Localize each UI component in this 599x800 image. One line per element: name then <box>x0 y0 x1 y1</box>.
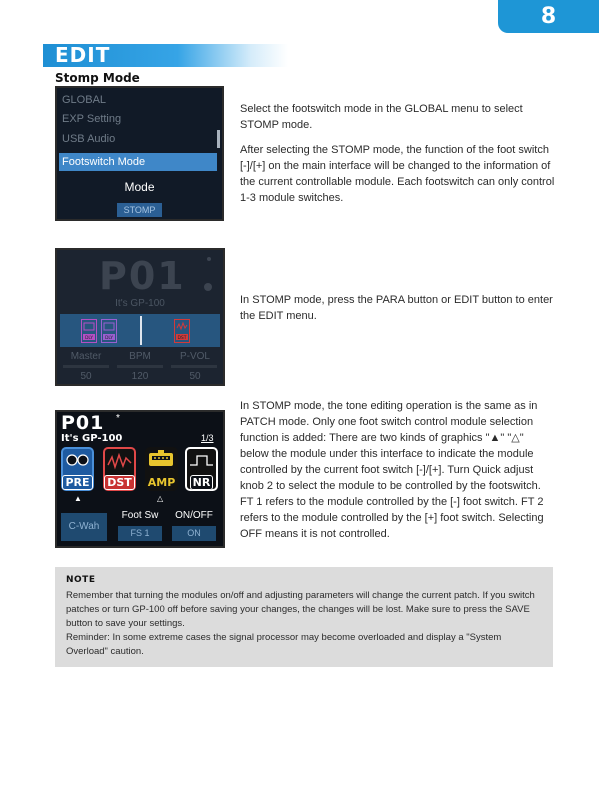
param-pvol-label: P-VOL <box>179 351 210 362</box>
patch-number-large: P01 <box>99 254 186 298</box>
module-dst-label: DST <box>103 476 136 489</box>
global-menu-screen <box>55 86 224 221</box>
onoff-value: ON <box>172 526 216 541</box>
param-bpm-value: 120 <box>131 371 149 382</box>
page-number-tab <box>498 0 599 33</box>
param-master-label: Master <box>70 351 102 362</box>
foot-sw-label: Foot Sw <box>121 510 159 521</box>
section-title: EDIT <box>55 43 111 67</box>
status-dot <box>204 283 212 291</box>
patch-number: P01 <box>61 412 105 434</box>
nr-gate-icon <box>187 449 216 475</box>
patch-name: It's GP-100 <box>61 433 123 444</box>
patch-name: It's GP-100 <box>115 298 165 309</box>
param-bpm-bar <box>117 365 163 368</box>
menu-item-footswitch-mode: Footswitch Mode <box>59 153 217 171</box>
pedal-label: DST <box>177 336 187 341</box>
dly-pedal-2-icon <box>101 319 117 343</box>
param-pvol-bar <box>171 365 217 368</box>
param-pvol-value: 50 <box>189 371 201 382</box>
module-pre-label: PRE <box>61 476 94 489</box>
para2: In STOMP mode, press the PARA button or EDIT button to enter the EDIT menu. <box>240 294 553 322</box>
mode-value: STOMP <box>117 203 162 217</box>
note-text: Remember that turning the modules on/off and adjusting parameters will change the current patch. If you switch patches or turn GP-100 off before saving your changes, the changes will be lost. Make sure to press the SAVE button to save your settings. <box>66 590 535 629</box>
mode-label: Mode <box>124 180 155 194</box>
edit-star-dot <box>207 257 211 261</box>
param-bpm-label: BPM <box>129 351 151 362</box>
menu-item-global: GLOBAL <box>62 94 107 106</box>
effect-chain <box>60 314 220 347</box>
modified-star: * <box>116 413 120 424</box>
chain-cursor <box>140 316 142 345</box>
pedal-label: DLY <box>104 336 114 341</box>
dst-pedal-icon <box>174 319 190 343</box>
amp-icon <box>145 447 178 473</box>
menu-item-usb-audio: USB Audio <box>62 133 116 145</box>
ft1-filled-marker: ▲ <box>74 494 82 503</box>
menu-scrollbar <box>217 130 220 148</box>
module-nr-label: NR <box>185 476 218 489</box>
note-reminder: Reminder: In some extreme cases the signal processor may become overloaded and display a "System Overload" caution. <box>66 632 502 657</box>
dly-pedal-icon <box>81 319 97 343</box>
param-c-wah: C-Wah <box>61 513 107 541</box>
edit-module-screen <box>55 410 225 548</box>
param-master-bar <box>63 365 109 368</box>
page-indicator: 1/3 <box>201 433 214 443</box>
note-title: NOTE <box>66 575 96 585</box>
pedal-label: DLY <box>84 336 94 341</box>
para1-line2: After selecting the STOMP mode, the function of the foot switch [-]/[+] on the main interface will be changed to the information of the current controllable module. Each footswitch can only control 1-3 module switches. <box>240 144 555 204</box>
stomp-main-screen <box>55 248 225 386</box>
menu-item-exp-setting: EXP Setting <box>62 113 122 125</box>
dst-wave-icon <box>105 449 134 475</box>
para3: In STOMP mode, the tone editing operation is the same as in PATCH mode. Only one foot switch control module selection function is added: There are two kinds of graphics "▲" "△" below the module under this interface to indicate the module controlled by the current foot switch [-]/[+]. Turn Quick adjust knob 2 to select the module to be controlled by the footswitch. FT 1 refers to the module controlled by the [-] foot switch. FT 2 refers to the module controlled by the [+] foot switch. Selecting OFF means it is not controlled. <box>240 400 544 540</box>
module-amp-label: AMP <box>147 476 176 489</box>
param-master-value: 50 <box>80 371 92 382</box>
subtitle: Stomp Mode <box>55 71 140 85</box>
section-banner <box>43 44 288 67</box>
page-number: 8 <box>540 4 557 29</box>
pre-pedal-icon <box>63 449 92 475</box>
onoff-label: ON/OFF <box>175 510 213 521</box>
foot-sw-value: FS 1 <box>118 526 162 541</box>
para1-line1: Select the footswitch mode in the GLOBAL menu to select STOMP mode. <box>240 103 523 131</box>
ft2-hollow-marker: △ <box>157 494 164 503</box>
note-box <box>55 567 553 667</box>
